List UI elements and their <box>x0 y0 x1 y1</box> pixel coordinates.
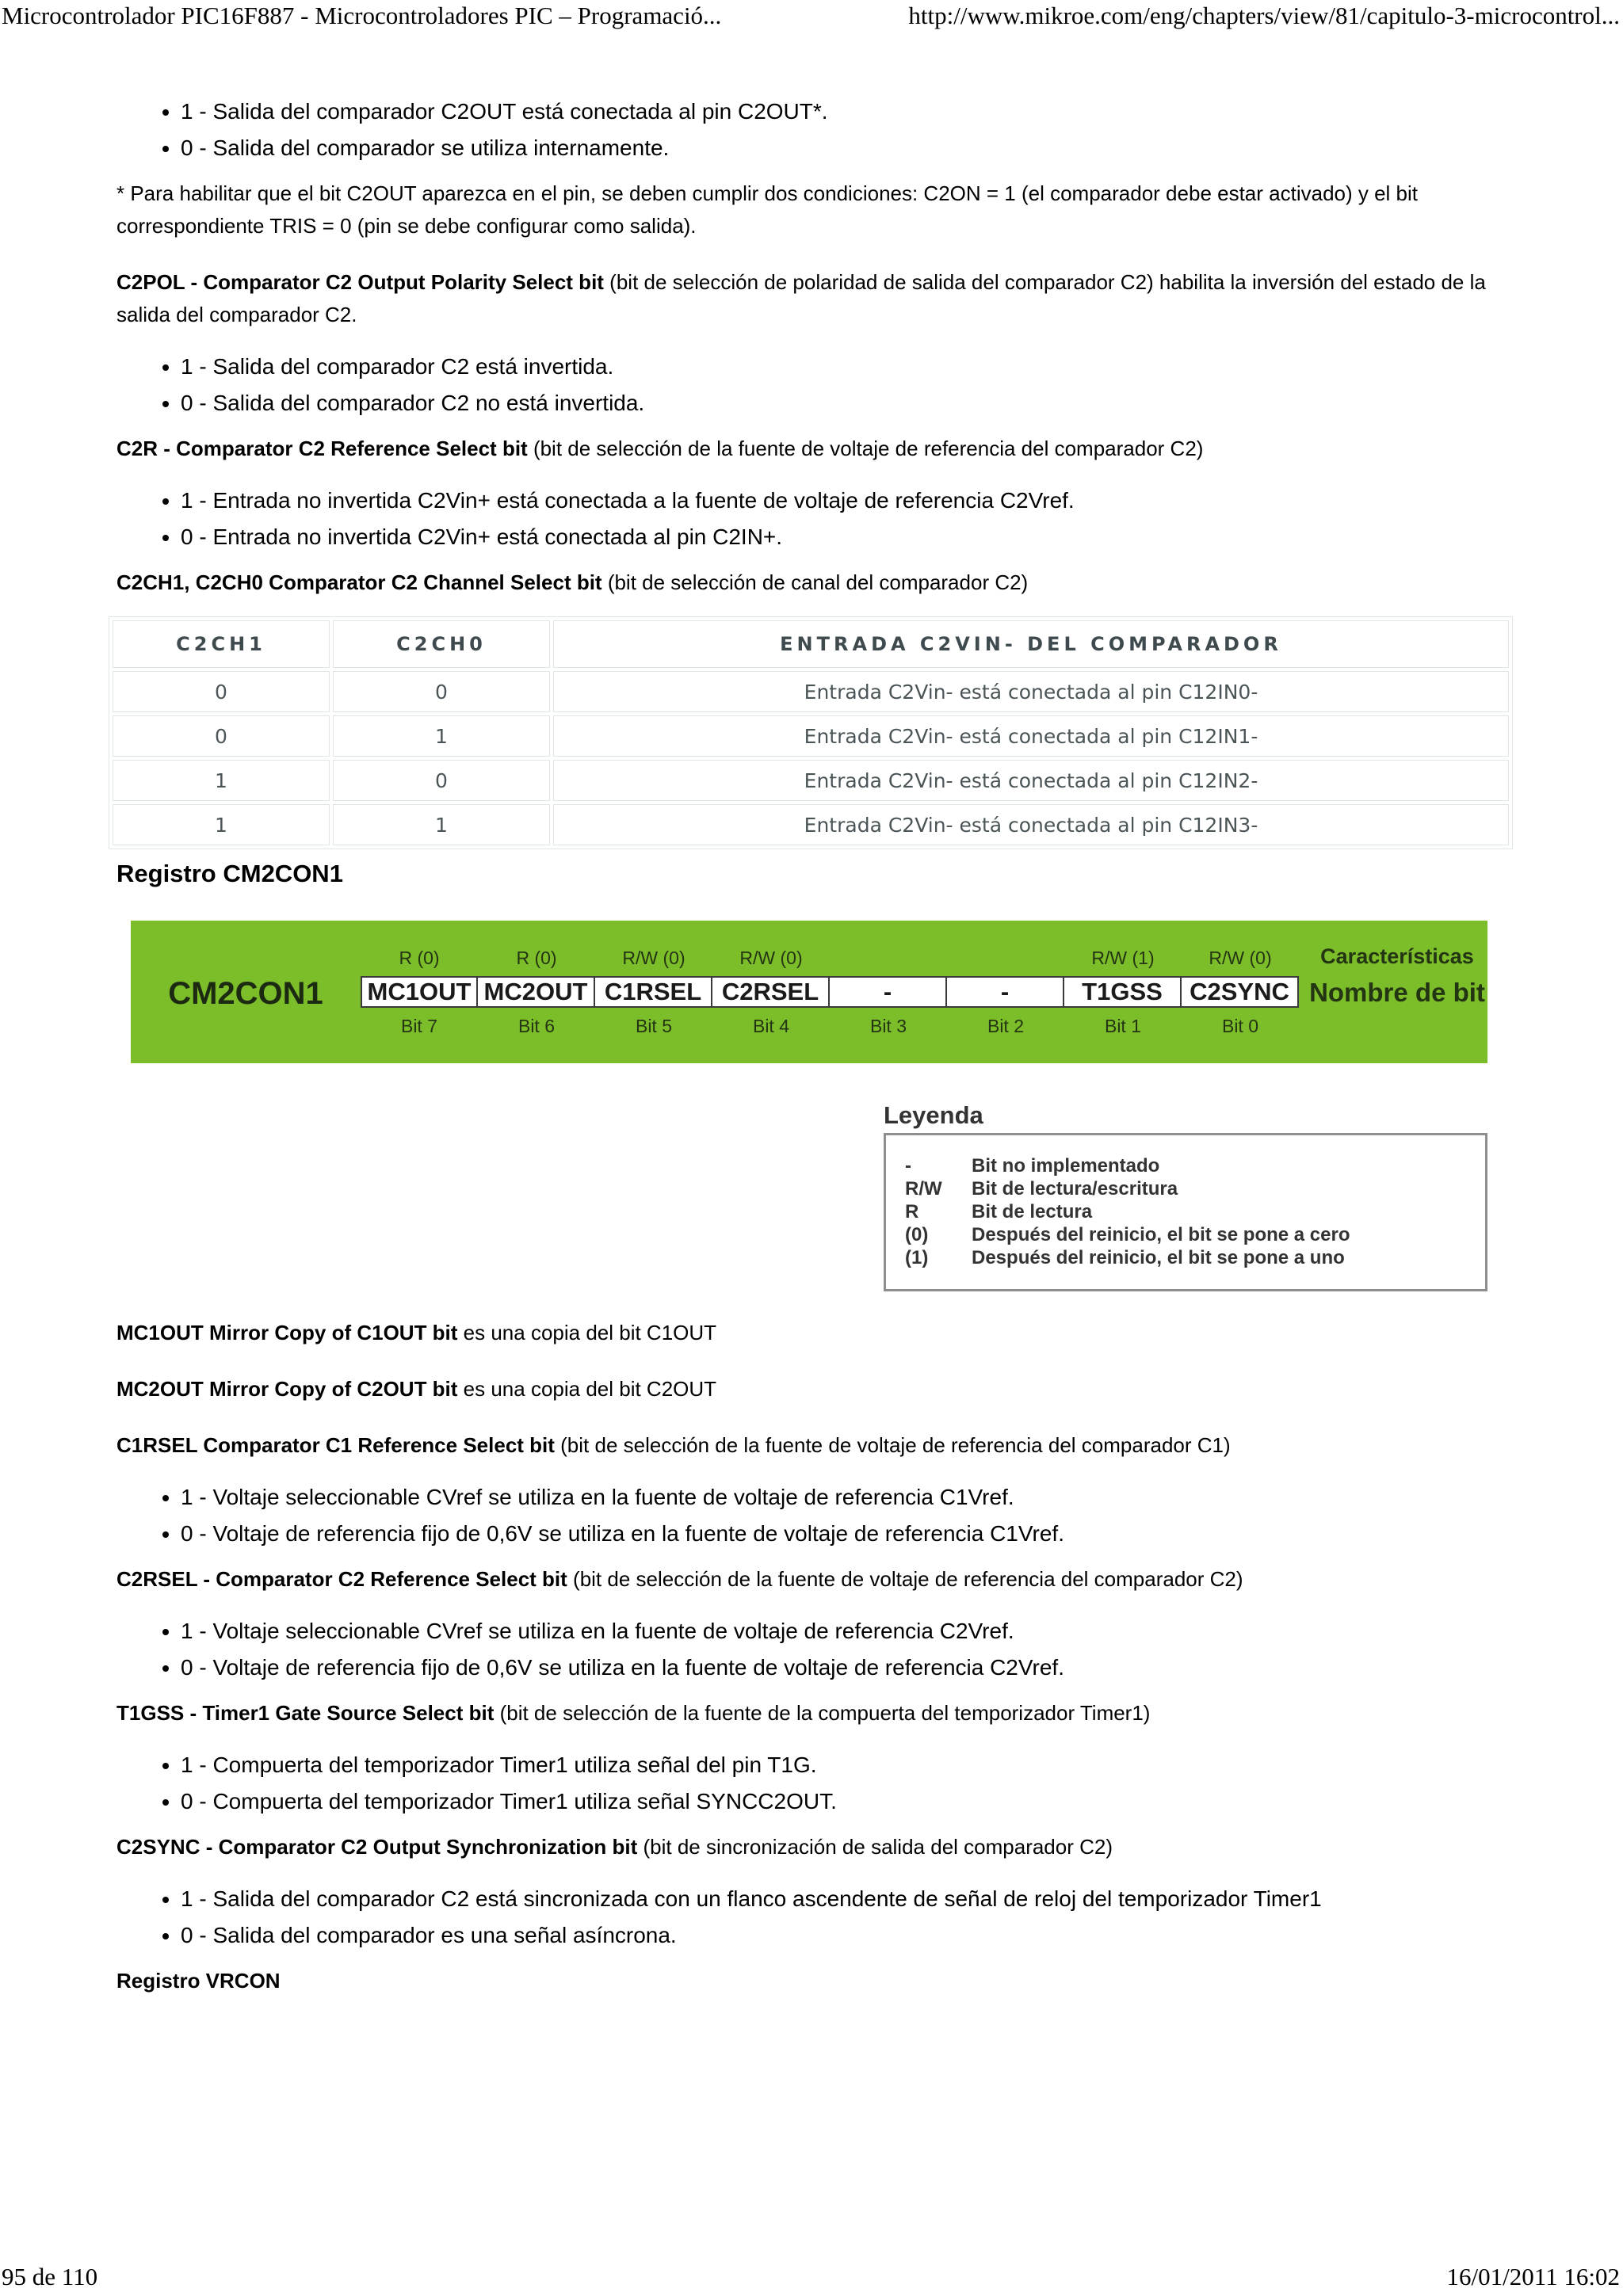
legend-description: Bit de lectura <box>972 1201 1093 1222</box>
column-header: ENTRADA C2VIN- DEL COMPARADOR <box>553 620 1509 668</box>
bit-name: T1GSS - Timer1 Gate Source Select bit <box>116 1701 495 1725</box>
legend-title: Leyenda <box>884 1101 983 1129</box>
c2r-description <box>116 433 1495 465</box>
list-item: • 1 - Salida del comparador C2 está sincronizada con un flanco ascendente de señal de reloj del temporizador Timer1 <box>181 1881 1495 1917</box>
print-datetime: 16/01/2011 16:02 <box>1446 2263 1620 2290</box>
list-item: • 0 - Salida del comparador C2 no está invertida. <box>181 385 1495 421</box>
c2r-bullets <box>116 482 1495 555</box>
bit-access: R/W (1) <box>1091 948 1155 968</box>
bit-number: Bit 2 <box>987 1016 1025 1036</box>
legend-row <box>905 1223 1485 1246</box>
c1rsel-description <box>116 1429 1495 1462</box>
c2pol-bullets <box>116 349 1495 421</box>
c2ch-description <box>116 566 1495 599</box>
bit-name: MC2OUT Mirror Copy of C2OUT bit <box>116 1377 458 1401</box>
bit-cell: C1RSEL <box>595 976 712 1008</box>
bit-description: (bit de selección de la fuente de voltaje de referencia del comparador C2) <box>527 437 1204 460</box>
bit-access: R/W (0) <box>1209 948 1272 968</box>
register-name: CM2CON1 <box>168 976 323 1011</box>
t1gss-description <box>116 1697 1495 1730</box>
bit-cell: - <box>947 976 1064 1008</box>
table-cell: 0 <box>333 671 550 712</box>
table-cell: 0 <box>333 760 550 801</box>
list-item: • 0 - Entrada no invertida C2Vin+ está conectada al pin C2IN+. <box>181 519 1495 555</box>
legend-description: Después del reinicio, el bit se pone a uno <box>972 1247 1345 1268</box>
list-item: • 0 - Compuerta del temporizador Timer1 utiliza señal SYNCC2OUT. <box>181 1783 1495 1820</box>
bit-number: Bit 1 <box>1104 1016 1142 1036</box>
print-header <box>0 2 1623 33</box>
bit-cells <box>361 976 1299 1008</box>
access-row <box>361 948 1299 969</box>
legend-description: Bit de lectura/escritura <box>972 1178 1178 1199</box>
legend-row <box>905 1246 1485 1269</box>
column-header: C2CH1 <box>113 620 330 668</box>
bit-name: C2R - Comparator C2 Reference Select bit <box>116 437 528 460</box>
c2out-note: * Para habilitar que el bit C2OUT aparezca en el pin, se deben cumplir dos condiciones: C2ON = 1 (el comparador debe estar activado) y el bit correspondiente TRIS = 0 (pin se debe configurar como salida). <box>116 181 1419 238</box>
bit-description: (bit de selección de la fuente de voltaje de referencia del comparador C2) <box>567 1567 1243 1591</box>
c2sync-description <box>116 1831 1495 1863</box>
cm2con1-register-diagram <box>131 921 1487 1063</box>
table-cell: 0 <box>113 671 330 712</box>
table-cell: 1 <box>113 804 330 845</box>
c2sync-bullets <box>116 1881 1495 1954</box>
bit-name: C2POL - Comparator C2 Output Polarity Select bit <box>116 270 604 294</box>
list-item: • 1 - Salida del comparador C2OUT está conectada al pin C2OUT*. <box>181 93 1495 130</box>
legend-row <box>905 1154 1485 1177</box>
channel-select-table <box>109 616 1513 849</box>
list-item: • 1 - Entrada no invertida C2Vin+ está conectada a la fuente de voltaje de referencia C2Vref. <box>181 482 1495 519</box>
bit-cell: MC1OUT <box>361 976 478 1008</box>
bit-number: Bit 7 <box>400 1016 438 1036</box>
list-item: • 1 - Salida del comparador C2 está invertida. <box>181 349 1495 385</box>
legend-row <box>905 1200 1485 1223</box>
page-count: 95 de 110 <box>2 2263 98 2290</box>
bit-access: R (0) <box>516 948 557 968</box>
table-cell: 0 <box>113 715 330 757</box>
legend-symbol: R/W <box>905 1178 942 1199</box>
bit-access: R/W (0) <box>622 948 685 968</box>
bit-number: Bit 5 <box>635 1016 673 1036</box>
bit-cell: T1GSS <box>1064 976 1182 1008</box>
mc2out-description <box>116 1373 1495 1405</box>
table-row <box>113 715 1509 757</box>
table-row <box>113 804 1509 845</box>
bit-description: (bit de selección de la fuente de la compuerta del temporizador Timer1) <box>494 1701 1151 1725</box>
bit-number: Bit 3 <box>869 1016 907 1036</box>
table-cell: Entrada C2Vin- está conectada al pin C12IN2- <box>553 760 1509 801</box>
mc1out-description <box>116 1317 1495 1349</box>
bit-description: es una copia del bit C1OUT <box>457 1321 717 1344</box>
legend-box <box>884 1133 1487 1291</box>
bit-name: C2SYNC - Comparator C2 Output Synchronization bit <box>116 1835 638 1859</box>
cm2con1-section-title: Registro CM2CON1 <box>116 860 343 887</box>
bit-description: (bit de sincronización de salida del comparador C2) <box>637 1835 1113 1859</box>
list-item: • 1 - Voltaje seleccionable CVref se utiliza en la fuente de voltaje de referencia C2Vref. <box>181 1613 1495 1650</box>
c1rsel-bullets <box>116 1479 1495 1552</box>
print-footer <box>0 2263 1623 2294</box>
bit-description: (bit de selección de la fuente de voltaje de referencia del comparador C1) <box>554 1433 1231 1457</box>
bit-number-row <box>361 1016 1299 1037</box>
bit-number: Bit 4 <box>752 1016 790 1036</box>
t1gss-bullets <box>116 1747 1495 1820</box>
bit-number: Bit 6 <box>517 1016 556 1036</box>
bit-name-label: Nombre de bit <box>1309 978 1485 1007</box>
table-cell: 1 <box>333 715 550 757</box>
legend-symbol: (1) <box>905 1247 929 1268</box>
list-item: • 0 - Salida del comparador es una señal asíncrona. <box>181 1917 1495 1954</box>
page-url: http://www.mikroe.com/eng/chapters/view/81/capitulo-3-microcontrol... <box>908 2 1620 29</box>
bit-name: C2RSEL - Comparator C2 Reference Select bit <box>116 1567 567 1591</box>
bit-name: C1RSEL Comparator C1 Reference Select bit <box>116 1433 555 1457</box>
bit-access <box>830 948 947 969</box>
table-cell: 1 <box>333 804 550 845</box>
bit-cell: - <box>830 976 947 1008</box>
list-item: • 1 - Compuerta del temporizador Timer1 utiliza señal del pin T1G. <box>181 1747 1495 1783</box>
bit-access: R (0) <box>399 948 440 968</box>
bit-name: MC1OUT Mirror Copy of C1OUT bit <box>116 1321 458 1344</box>
c2rsel-description <box>116 1563 1495 1596</box>
legend-symbol: - <box>905 1155 911 1177</box>
bit-access <box>947 948 1064 969</box>
legend-description: Después del reinicio, el bit se pone a cero <box>972 1224 1350 1245</box>
c2rsel-bullets <box>116 1613 1495 1686</box>
table-cell: Entrada C2Vin- está conectada al pin C12IN3- <box>553 804 1509 845</box>
bit-cell: MC2OUT <box>478 976 595 1008</box>
legend-symbol: R <box>905 1201 919 1222</box>
table-cell: 1 <box>113 760 330 801</box>
bit-name: C2CH1, C2CH0 Comparator C2 Channel Select bit <box>116 570 602 594</box>
section-title-text: Registro VRCON <box>116 1969 281 1993</box>
list-item: • 0 - Voltaje de referencia fijo de 0,6V se utiliza en la fuente de voltaje de referencia C1Vref. <box>181 1516 1495 1552</box>
list-item: • 0 - Voltaje de referencia fijo de 0,6V se utiliza en la fuente de voltaje de referencia C2Vref. <box>181 1650 1495 1686</box>
list-item: • 1 - Voltaje seleccionable CVref se utiliza en la fuente de voltaje de referencia C1Vref. <box>181 1479 1495 1516</box>
characteristics-label: Características <box>1320 944 1474 968</box>
page-title: Microcontrolador PIC16F887 - Microcontroladores PIC – Programació... <box>2 2 722 29</box>
vrcon-section-title <box>116 1965 1495 1997</box>
bit-description: (bit de selección de canal del comparador C2) <box>601 570 1029 594</box>
bit-access: R/W (0) <box>739 948 803 968</box>
bit-description: es una copia del bit C2OUT <box>457 1377 717 1401</box>
list-item: • 0 - Salida del comparador se utiliza internamente. <box>181 130 1495 166</box>
bit-number: Bit 0 <box>1221 1016 1259 1036</box>
column-header: C2CH0 <box>333 620 550 668</box>
c2pol-description <box>116 266 1495 331</box>
bit-cell: C2RSEL <box>712 976 830 1008</box>
legend-symbol: (0) <box>905 1224 929 1245</box>
c2out-bullets <box>116 93 1495 166</box>
legend-description: Bit no implementado <box>972 1155 1160 1177</box>
legend <box>884 1100 1487 1283</box>
table-cell: Entrada C2Vin- está conectada al pin C12IN1- <box>553 715 1509 757</box>
table-cell: Entrada C2Vin- está conectada al pin C12IN0- <box>553 671 1509 712</box>
table-row <box>113 671 1509 712</box>
legend-row <box>905 1177 1485 1200</box>
bit-description: (bit de selección de polaridad de salida del comparador C2) habilita la inversión del estado de la salida del comparador C2. <box>116 270 1486 326</box>
bit-cell: C2SYNC <box>1182 976 1299 1008</box>
document-body <box>116 93 1495 1997</box>
table-row <box>113 760 1509 801</box>
